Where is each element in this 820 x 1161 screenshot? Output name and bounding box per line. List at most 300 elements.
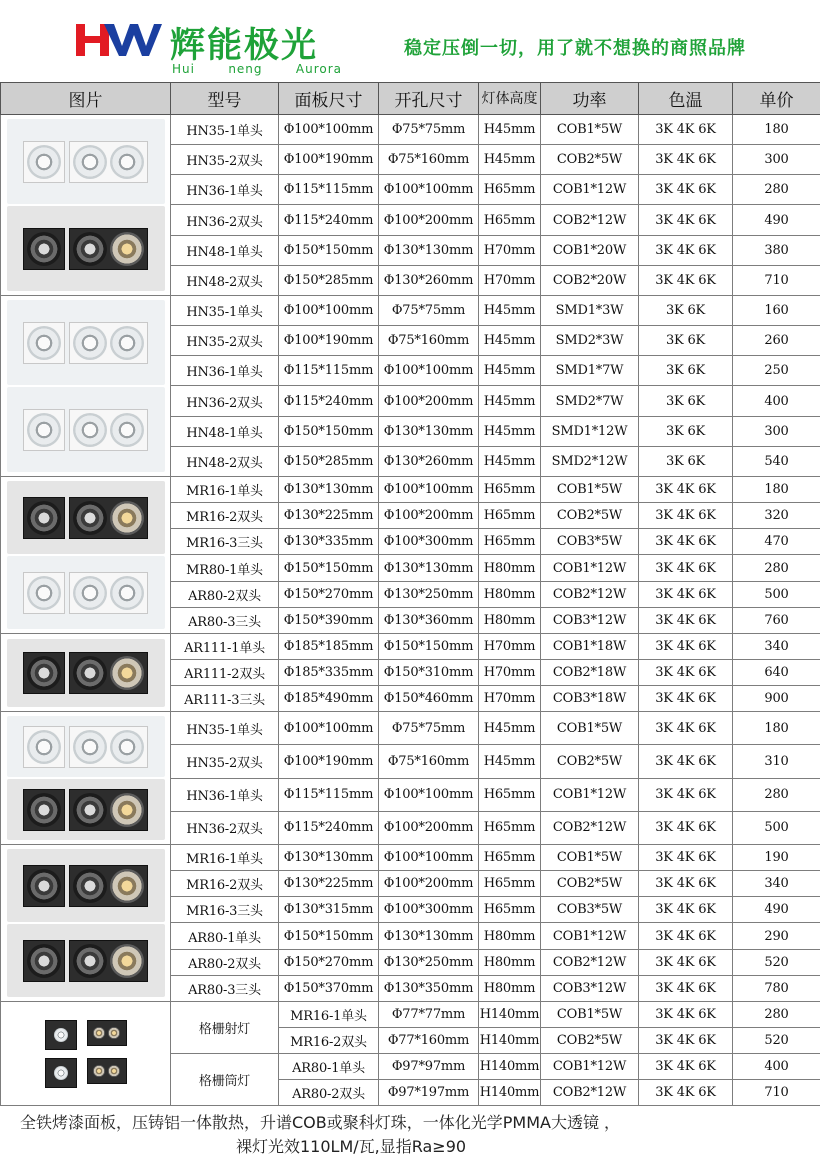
- body-height-cell: H45mm: [479, 326, 541, 356]
- model-cell: MR16-3三头: [171, 529, 279, 555]
- lamp-head-icon: [27, 501, 61, 535]
- lamp-head-icon: [110, 326, 144, 360]
- lamp-head-icon: [73, 326, 107, 360]
- color-temp-cell: 3K 4K 6K: [639, 778, 733, 811]
- panel-size-cell: Φ115*240mm: [279, 811, 379, 844]
- color-temp-cell: 3K 4K 6K: [639, 529, 733, 555]
- price-cell: 300: [733, 145, 820, 175]
- price-cell: 710: [733, 1080, 820, 1106]
- model-cell: AR80-1单头: [171, 923, 279, 949]
- panel-size-cell: Φ150*270mm: [279, 581, 379, 607]
- price-cell: 180: [733, 712, 820, 745]
- power-cell: COB3*12W: [541, 607, 639, 633]
- model-cell: HN48-2双头: [171, 265, 279, 295]
- power-cell: SMD2*12W: [541, 446, 639, 476]
- col-header-cutout-size: 开孔尺寸: [379, 83, 479, 115]
- footer-line-2: 裸灯光效110LM/瓦,显指Ra≥90: [236, 1137, 467, 1156]
- price-cell: 280: [733, 555, 820, 581]
- col-header-image: 图片: [1, 83, 171, 115]
- power-cell: COB2*12W: [541, 205, 639, 235]
- cutout-size-cell: Φ75*160mm: [379, 145, 479, 175]
- lamp-head-icon: [93, 1065, 105, 1077]
- table-row: [1, 115, 820, 145]
- lamp-head-icon: [27, 576, 61, 610]
- surface-light-photos: [4, 1020, 167, 1088]
- panel-size-cell: Φ150*370mm: [279, 975, 379, 1001]
- surface-category-label: 格栅筒灯: [171, 1054, 279, 1106]
- model-cell: MR16-2双头: [171, 503, 279, 529]
- cutout-size-cell: Φ100*200mm: [379, 503, 479, 529]
- body-height-cell: H65mm: [479, 529, 541, 555]
- body-height-cell: H45mm: [479, 446, 541, 476]
- col-header-power: 功率: [541, 83, 639, 115]
- color-temp-cell: 3K 4K 6K: [639, 949, 733, 975]
- cutout-size-cell: Φ100*200mm: [379, 386, 479, 416]
- power-cell: COB2*5W: [541, 503, 639, 529]
- cutout-size-cell: Φ75*160mm: [379, 745, 479, 778]
- body-height-cell: H80mm: [479, 581, 541, 607]
- price-table: [0, 82, 820, 1106]
- cutout-size-cell: Φ100*100mm: [379, 175, 479, 205]
- color-temp-cell: 3K 4K 6K: [639, 503, 733, 529]
- cutout-size-cell: Φ130*350mm: [379, 975, 479, 1001]
- power-cell: COB1*12W: [541, 555, 639, 581]
- color-temp-cell: 3K 4K 6K: [639, 265, 733, 295]
- product-photo: [7, 556, 165, 629]
- surface-category-label: 格栅射灯: [171, 1002, 279, 1054]
- power-cell: COB2*5W: [541, 745, 639, 778]
- lamp-head-icon: [27, 413, 61, 447]
- power-cell: SMD1*7W: [541, 356, 639, 386]
- body-height-cell: H45mm: [479, 115, 541, 145]
- lamp-head-icon: [27, 869, 61, 903]
- table-row: [1, 712, 820, 745]
- lamp-head-icon: [73, 869, 107, 903]
- lamp-head-icon: [110, 656, 144, 690]
- body-height-cell: H45mm: [479, 296, 541, 326]
- lamp-head-icon: [73, 145, 107, 179]
- lamp-head-icon: [110, 869, 144, 903]
- cutout-size-cell: Φ100*200mm: [379, 811, 479, 844]
- power-cell: COB1*5W: [541, 115, 639, 145]
- body-height-cell: H65mm: [479, 811, 541, 844]
- body-height-cell: H140mm: [479, 1028, 541, 1054]
- product-image-cell: [1, 712, 171, 845]
- price-cell: 190: [733, 845, 820, 871]
- panel-size-cell: Φ115*115mm: [279, 356, 379, 386]
- lamp-head-icon: [93, 1027, 105, 1039]
- price-cell: 290: [733, 923, 820, 949]
- cutout-size-cell: Φ130*260mm: [379, 265, 479, 295]
- lamp-head-icon: [27, 730, 61, 764]
- lamp-head-icon: [27, 326, 61, 360]
- model-cell: AR111-1单头: [171, 634, 279, 660]
- power-cell: COB1*5W: [541, 1002, 639, 1028]
- panel-size-cell: Φ185*490mm: [279, 686, 379, 712]
- cutout-size-cell: Φ130*250mm: [379, 581, 479, 607]
- color-temp-cell: 3K 4K 6K: [639, 686, 733, 712]
- product-photo: [7, 924, 165, 997]
- power-cell: COB1*18W: [541, 634, 639, 660]
- panel-size-cell: Φ150*270mm: [279, 949, 379, 975]
- panel-size-cell: Φ100*100mm: [279, 115, 379, 145]
- cutout-size-cell: Φ130*130mm: [379, 235, 479, 265]
- lamp-head-icon: [73, 232, 107, 266]
- surface-light-photo: [87, 1020, 127, 1046]
- model-cell: MR16-1单头: [171, 845, 279, 871]
- product-photo: [7, 206, 165, 291]
- model-cell: AR80-3三头: [171, 975, 279, 1001]
- body-height-cell: H65mm: [479, 845, 541, 871]
- power-cell: COB2*12W: [541, 811, 639, 844]
- product-photo: [7, 387, 165, 472]
- cutout-size-cell: Φ130*130mm: [379, 923, 479, 949]
- color-temp-cell: 3K 6K: [639, 326, 733, 356]
- table-row: [1, 477, 820, 503]
- color-temp-cell: 3K 6K: [639, 416, 733, 446]
- power-cell: COB1*5W: [541, 477, 639, 503]
- power-cell: COB2*5W: [541, 145, 639, 175]
- col-header-color-temp: 色温: [639, 83, 733, 115]
- lamp-head-icon: [73, 413, 107, 447]
- power-cell: COB1*12W: [541, 778, 639, 811]
- panel-size-cell: Φ185*335mm: [279, 660, 379, 686]
- size-cell: Φ77*160mm: [379, 1028, 479, 1054]
- panel-size-cell: Φ115*115mm: [279, 175, 379, 205]
- panel-size-cell: Φ150*285mm: [279, 446, 379, 476]
- cutout-size-cell: Φ130*260mm: [379, 446, 479, 476]
- body-height-cell: H70mm: [479, 686, 541, 712]
- size-cell: Φ97*197mm: [379, 1080, 479, 1106]
- color-temp-cell: 3K 4K 6K: [639, 1002, 733, 1028]
- surface-light-photo: [45, 1058, 77, 1088]
- cutout-size-cell: Φ130*130mm: [379, 416, 479, 446]
- panel-size-cell: Φ130*225mm: [279, 871, 379, 897]
- body-height-cell: H140mm: [479, 1080, 541, 1106]
- model-cell: HN36-1单头: [171, 356, 279, 386]
- product-image-cell: [1, 845, 171, 1002]
- color-temp-cell: 3K 4K 6K: [639, 871, 733, 897]
- panel-size-cell: Φ150*150mm: [279, 235, 379, 265]
- color-temp-cell: 3K 4K 6K: [639, 115, 733, 145]
- lamp-head-icon: [27, 944, 61, 978]
- body-height-cell: H140mm: [479, 1054, 541, 1080]
- body-height-cell: H80mm: [479, 555, 541, 581]
- cutout-size-cell: Φ100*100mm: [379, 845, 479, 871]
- price-cell: 250: [733, 356, 820, 386]
- price-cell: 400: [733, 386, 820, 416]
- lamp-head-icon: [54, 1028, 68, 1042]
- panel-size-cell: Φ150*390mm: [279, 607, 379, 633]
- power-cell: COB2*5W: [541, 1028, 639, 1054]
- panel-size-cell: Φ100*100mm: [279, 712, 379, 745]
- color-temp-cell: 3K 4K 6K: [639, 845, 733, 871]
- power-cell: COB2*18W: [541, 660, 639, 686]
- power-cell: SMD2*3W: [541, 326, 639, 356]
- power-cell: COB3*18W: [541, 686, 639, 712]
- model-cell: HN48-2双头: [171, 446, 279, 476]
- panel-size-cell: Φ130*130mm: [279, 845, 379, 871]
- color-temp-cell: 3K 4K 6K: [639, 1028, 733, 1054]
- model-cell: AR111-2双头: [171, 660, 279, 686]
- model-cell: MR16-1单头: [279, 1002, 379, 1028]
- cutout-size-cell: Φ75*75mm: [379, 712, 479, 745]
- product-photo: [7, 716, 165, 777]
- price-cell: 710: [733, 265, 820, 295]
- lamp-head-icon: [110, 730, 144, 764]
- color-temp-cell: 3K 4K 6K: [639, 811, 733, 844]
- body-height-cell: H65mm: [479, 205, 541, 235]
- product-photo: [7, 779, 165, 840]
- lamp-head-icon: [110, 145, 144, 179]
- power-cell: COB2*12W: [541, 1080, 639, 1106]
- lamp-head-icon: [108, 1065, 120, 1077]
- body-height-cell: H65mm: [479, 477, 541, 503]
- price-cell: 400: [733, 1054, 820, 1080]
- table-row: [1, 634, 820, 660]
- price-cell: 280: [733, 1002, 820, 1028]
- col-header-body-height: 灯体高度: [479, 83, 541, 115]
- color-temp-cell: 3K 4K 6K: [639, 607, 733, 633]
- body-height-cell: H70mm: [479, 265, 541, 295]
- panel-size-cell: Φ185*185mm: [279, 634, 379, 660]
- footer-line-1: 全铁烤漆面板，压铸铝一体散热，升谱COB或聚科灯珠，一体化光学PMMA大透镜 ，: [20, 1113, 621, 1132]
- body-height-cell: H65mm: [479, 778, 541, 811]
- table-row: [1, 1002, 820, 1028]
- lamp-head-icon: [110, 576, 144, 610]
- model-cell: AR80-3三头: [171, 607, 279, 633]
- logo-en-word: Hui: [172, 62, 195, 76]
- power-cell: COB1*5W: [541, 712, 639, 745]
- power-cell: COB1*12W: [541, 1054, 639, 1080]
- cutout-size-cell: Φ150*310mm: [379, 660, 479, 686]
- price-cell: 490: [733, 205, 820, 235]
- logo-en-word: neng: [228, 62, 263, 76]
- color-temp-cell: 3K 4K 6K: [639, 175, 733, 205]
- panel-size-cell: Φ100*190mm: [279, 145, 379, 175]
- color-temp-cell: 3K 4K 6K: [639, 712, 733, 745]
- lamp-head-icon: [108, 1027, 120, 1039]
- product-image-cell: [1, 634, 171, 712]
- power-cell: SMD1*3W: [541, 296, 639, 326]
- color-temp-cell: 3K 4K 6K: [639, 145, 733, 175]
- model-cell: MR16-2双头: [171, 871, 279, 897]
- price-cell: 640: [733, 660, 820, 686]
- lamp-head-icon: [73, 501, 107, 535]
- model-cell: HN35-2双头: [171, 326, 279, 356]
- lamp-head-icon: [110, 413, 144, 447]
- color-temp-cell: 3K 6K: [639, 446, 733, 476]
- body-height-cell: H45mm: [479, 745, 541, 778]
- color-temp-cell: 3K 6K: [639, 356, 733, 386]
- product-photo: [7, 119, 165, 204]
- size-cell: Φ97*97mm: [379, 1054, 479, 1080]
- panel-size-cell: Φ130*315mm: [279, 897, 379, 923]
- color-temp-cell: 3K 4K 6K: [639, 923, 733, 949]
- footer-note: [0, 1104, 820, 1161]
- panel-size-cell: Φ150*285mm: [279, 265, 379, 295]
- price-cell: 340: [733, 634, 820, 660]
- lamp-head-icon: [73, 656, 107, 690]
- cutout-size-cell: Φ100*300mm: [379, 529, 479, 555]
- model-cell: HN36-1单头: [171, 175, 279, 205]
- body-height-cell: H45mm: [479, 356, 541, 386]
- color-temp-cell: 3K 4K 6K: [639, 745, 733, 778]
- price-cell: 280: [733, 778, 820, 811]
- color-temp-cell: 3K 4K 6K: [639, 897, 733, 923]
- color-temp-cell: 3K 6K: [639, 386, 733, 416]
- cutout-size-cell: Φ130*130mm: [379, 555, 479, 581]
- color-temp-cell: 3K 4K 6K: [639, 555, 733, 581]
- color-temp-cell: 3K 4K 6K: [639, 660, 733, 686]
- body-height-cell: H45mm: [479, 416, 541, 446]
- panel-size-cell: Φ150*150mm: [279, 555, 379, 581]
- logo-hn-icon: [74, 22, 164, 58]
- logo-english-name: [172, 62, 342, 76]
- body-height-cell: H45mm: [479, 712, 541, 745]
- price-cell: 520: [733, 1028, 820, 1054]
- product-image-cell: [1, 477, 171, 634]
- body-height-cell: H140mm: [479, 1002, 541, 1028]
- model-cell: MR80-1单头: [171, 555, 279, 581]
- table-body: [1, 115, 820, 1106]
- price-cell: 320: [733, 503, 820, 529]
- panel-size-cell: Φ130*130mm: [279, 477, 379, 503]
- lamp-head-icon: [110, 232, 144, 266]
- model-cell: HN36-2双头: [171, 386, 279, 416]
- lamp-head-icon: [27, 232, 61, 266]
- model-cell: MR16-3三头: [171, 897, 279, 923]
- slogan: 稳定压倒一切，用了就不想换的商照品牌: [404, 38, 746, 59]
- product-image-cell: [1, 115, 171, 296]
- lamp-head-icon: [110, 944, 144, 978]
- price-cell: 540: [733, 446, 820, 476]
- model-cell: MR16-2双头: [279, 1028, 379, 1054]
- model-cell: AR80-1单头: [279, 1054, 379, 1080]
- cutout-size-cell: Φ100*200mm: [379, 871, 479, 897]
- product-image-cell: [1, 1002, 171, 1106]
- lamp-head-icon: [110, 793, 144, 827]
- cutout-size-cell: Φ150*150mm: [379, 634, 479, 660]
- color-temp-cell: 3K 4K 6K: [639, 477, 733, 503]
- table-row: [1, 296, 820, 326]
- power-cell: COB3*5W: [541, 529, 639, 555]
- model-cell: HN36-2双头: [171, 205, 279, 235]
- price-cell: 300: [733, 416, 820, 446]
- color-temp-cell: 3K 6K: [639, 296, 733, 326]
- price-cell: 500: [733, 811, 820, 844]
- body-height-cell: H65mm: [479, 871, 541, 897]
- color-temp-cell: 3K 4K 6K: [639, 581, 733, 607]
- panel-size-cell: Φ100*190mm: [279, 326, 379, 356]
- model-cell: HN48-1单头: [171, 235, 279, 265]
- price-cell: 260: [733, 326, 820, 356]
- body-height-cell: H80mm: [479, 975, 541, 1001]
- power-cell: COB1*20W: [541, 235, 639, 265]
- model-cell: MR16-1单头: [171, 477, 279, 503]
- model-cell: HN35-1单头: [171, 712, 279, 745]
- panel-size-cell: Φ150*150mm: [279, 416, 379, 446]
- product-photo: [7, 849, 165, 922]
- power-cell: SMD2*7W: [541, 386, 639, 416]
- lamp-head-icon: [73, 730, 107, 764]
- cutout-size-cell: Φ130*250mm: [379, 949, 479, 975]
- model-cell: HN35-1单头: [171, 296, 279, 326]
- price-cell: 760: [733, 607, 820, 633]
- cutout-size-cell: Φ100*100mm: [379, 477, 479, 503]
- body-height-cell: H70mm: [479, 634, 541, 660]
- lamp-head-icon: [27, 793, 61, 827]
- panel-size-cell: Φ130*225mm: [279, 503, 379, 529]
- price-cell: 380: [733, 235, 820, 265]
- price-cell: 280: [733, 175, 820, 205]
- lamp-head-icon: [27, 145, 61, 179]
- price-cell: 160: [733, 296, 820, 326]
- surface-light-photo: [45, 1020, 77, 1050]
- cutout-size-cell: Φ100*100mm: [379, 356, 479, 386]
- body-height-cell: H65mm: [479, 503, 541, 529]
- lamp-head-icon: [73, 793, 107, 827]
- body-height-cell: H45mm: [479, 145, 541, 175]
- product-photo: [7, 639, 165, 707]
- model-cell: HN48-1单头: [171, 416, 279, 446]
- power-cell: COB3*5W: [541, 897, 639, 923]
- model-cell: HN35-2双头: [171, 745, 279, 778]
- cutout-size-cell: Φ75*75mm: [379, 115, 479, 145]
- body-height-cell: H70mm: [479, 235, 541, 265]
- panel-size-cell: Φ115*240mm: [279, 205, 379, 235]
- header: [0, 0, 820, 82]
- power-cell: COB1*12W: [541, 175, 639, 205]
- model-cell: HN35-2双头: [171, 145, 279, 175]
- model-cell: HN35-1单头: [171, 115, 279, 145]
- cutout-size-cell: Φ130*360mm: [379, 607, 479, 633]
- power-cell: SMD1*12W: [541, 416, 639, 446]
- model-cell: HN36-1单头: [171, 778, 279, 811]
- model-cell: AR80-2双头: [171, 949, 279, 975]
- power-cell: COB2*5W: [541, 871, 639, 897]
- cutout-size-cell: Φ100*200mm: [379, 205, 479, 235]
- panel-size-cell: Φ115*240mm: [279, 386, 379, 416]
- surface-light-photo: [87, 1058, 127, 1084]
- lamp-head-icon: [110, 501, 144, 535]
- color-temp-cell: 3K 4K 6K: [639, 1080, 733, 1106]
- cutout-size-cell: Φ100*100mm: [379, 778, 479, 811]
- lamp-head-icon: [27, 656, 61, 690]
- color-temp-cell: 3K 4K 6K: [639, 975, 733, 1001]
- price-cell: 500: [733, 581, 820, 607]
- panel-size-cell: Φ100*100mm: [279, 296, 379, 326]
- product-photo: [7, 300, 165, 385]
- product-image-cell: [1, 296, 171, 477]
- color-temp-cell: 3K 4K 6K: [639, 205, 733, 235]
- header-row: [1, 83, 820, 115]
- cutout-size-cell: Φ100*300mm: [379, 897, 479, 923]
- power-cell: COB2*12W: [541, 581, 639, 607]
- table-row: [1, 845, 820, 871]
- size-cell: Φ77*77mm: [379, 1002, 479, 1028]
- power-cell: COB2*20W: [541, 265, 639, 295]
- cutout-size-cell: Φ75*75mm: [379, 296, 479, 326]
- body-height-cell: H80mm: [479, 923, 541, 949]
- logo-en-word: Aurora: [295, 62, 342, 76]
- cutout-size-cell: Φ150*460mm: [379, 686, 479, 712]
- body-height-cell: H80mm: [479, 949, 541, 975]
- body-height-cell: H70mm: [479, 660, 541, 686]
- cutout-size-cell: Φ75*160mm: [379, 326, 479, 356]
- col-header-price: 单价: [733, 83, 820, 115]
- price-cell: 470: [733, 529, 820, 555]
